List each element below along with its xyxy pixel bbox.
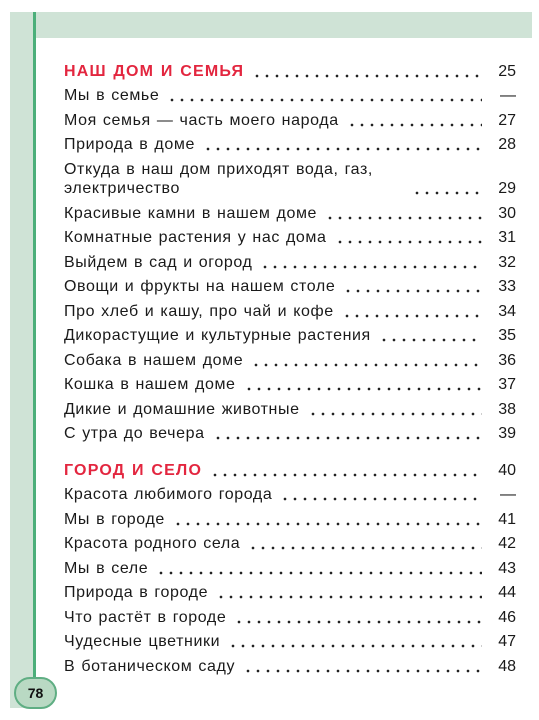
entry-title: Природа в городе bbox=[64, 584, 209, 601]
entry-title: Дикорастущие и культурные растения bbox=[64, 327, 371, 344]
page-number: 43 bbox=[498, 559, 516, 577]
toc-entry bbox=[64, 345, 516, 370]
dot-leader bbox=[228, 634, 482, 648]
dot-leader bbox=[343, 279, 482, 293]
entry-title: Красота родного села bbox=[64, 535, 241, 552]
table-of-contents bbox=[64, 56, 516, 676]
toc-entry bbox=[64, 296, 516, 321]
dot-leader bbox=[335, 230, 483, 244]
toc-entry bbox=[64, 504, 516, 529]
toc-entry bbox=[64, 602, 516, 627]
entry-title: Собака в нашем доме bbox=[64, 351, 244, 369]
dot-leader bbox=[216, 585, 482, 599]
entry-title: Выйдем в сад и огород bbox=[64, 253, 253, 271]
page-number: 36 bbox=[498, 351, 516, 369]
section-title: ГОРОД И СЕЛО bbox=[64, 461, 203, 479]
section-title: НАШ ДОМ И СЕМЬЯ bbox=[64, 62, 245, 80]
page-number: 41 bbox=[498, 510, 516, 528]
dot-leader bbox=[248, 536, 482, 550]
dot-leader bbox=[347, 113, 482, 127]
page-number: 31 bbox=[498, 229, 516, 246]
page-number: 39 bbox=[498, 425, 516, 442]
toc-entry bbox=[64, 81, 516, 106]
toc-entry bbox=[64, 370, 516, 395]
dot-leader bbox=[167, 88, 482, 102]
entry-title: Чудесные цветники bbox=[64, 633, 221, 650]
toc-entry bbox=[64, 223, 516, 248]
dot-leader bbox=[213, 426, 482, 440]
entry-title: Дикие и домашние животные bbox=[64, 400, 300, 418]
dot-leader bbox=[342, 304, 482, 318]
page-number: — bbox=[500, 486, 516, 503]
page-number-label: 78 bbox=[27, 685, 44, 701]
section-heading bbox=[64, 56, 516, 81]
entry-title: Кошка в нашем доме bbox=[64, 376, 236, 393]
dot-leader bbox=[210, 463, 482, 477]
margin-divider-line bbox=[33, 12, 36, 708]
page-number-badge bbox=[14, 677, 57, 709]
page-number: 46 bbox=[498, 608, 516, 626]
page-number: 34 bbox=[498, 302, 516, 320]
page-number: 32 bbox=[498, 253, 516, 271]
entry-title: Красота любимого города bbox=[64, 486, 273, 503]
toc-entry bbox=[64, 198, 516, 223]
entry-title: Что растёт в городе bbox=[64, 608, 227, 626]
dot-leader bbox=[203, 137, 482, 151]
entry-title: С утра до вечера bbox=[64, 425, 205, 442]
page-number: 25 bbox=[498, 62, 516, 80]
page-number: 47 bbox=[498, 633, 516, 650]
page-number: 37 bbox=[498, 376, 516, 393]
toc-entry bbox=[64, 272, 516, 297]
entry-title: Мы в городе bbox=[64, 510, 165, 528]
entry-title: Мы в селе bbox=[64, 559, 149, 577]
toc-entry bbox=[64, 480, 516, 505]
dot-leader bbox=[244, 377, 482, 391]
dot-leader bbox=[325, 206, 482, 220]
page-number: 38 bbox=[498, 400, 516, 418]
toc-entry bbox=[64, 321, 516, 346]
page-number: 44 bbox=[498, 584, 516, 601]
page-number: 29 bbox=[498, 180, 516, 197]
dot-leader bbox=[243, 659, 482, 673]
toc-entry bbox=[64, 553, 516, 578]
dot-leader bbox=[251, 353, 482, 367]
page-number: 30 bbox=[498, 204, 516, 222]
entry-title: Овощи и фрукты на нашем столе bbox=[64, 278, 336, 295]
dot-leader bbox=[234, 610, 482, 624]
toc-entry bbox=[64, 627, 516, 652]
entry-title: Красивые камни в нашем доме bbox=[64, 204, 318, 222]
toc-entry bbox=[64, 105, 516, 130]
section-gap bbox=[64, 443, 516, 455]
dot-leader bbox=[308, 402, 482, 416]
toc-entry bbox=[64, 247, 516, 272]
entry-title: Моя семья — часть моего народа bbox=[64, 111, 339, 129]
left-margin-band bbox=[10, 12, 33, 708]
page-number: 35 bbox=[498, 327, 516, 344]
toc-entry bbox=[64, 394, 516, 419]
section-heading bbox=[64, 455, 516, 480]
toc-entry bbox=[64, 154, 516, 198]
dot-leader bbox=[260, 255, 482, 269]
dot-leader bbox=[156, 561, 482, 575]
dot-leader bbox=[280, 487, 482, 501]
page-number: 27 bbox=[498, 111, 516, 129]
toc-entry bbox=[64, 419, 516, 444]
dot-leader bbox=[379, 328, 482, 342]
entry-title: Откуда в наш дом приходят вода, газ, электричество bbox=[64, 161, 373, 197]
page-number: — bbox=[500, 87, 516, 104]
page-number: 33 bbox=[498, 278, 516, 295]
dot-leader bbox=[252, 64, 482, 78]
page-number: 48 bbox=[498, 657, 516, 675]
top-decorative-band bbox=[10, 12, 532, 38]
page-number: 28 bbox=[498, 136, 516, 153]
page-number: 40 bbox=[498, 461, 516, 479]
entry-title: Природа в доме bbox=[64, 136, 195, 153]
entry-title: В ботаническом саду bbox=[64, 657, 236, 675]
toc-entry bbox=[64, 578, 516, 603]
dot-leader bbox=[412, 181, 482, 195]
entry-title: Про хлеб и кашу, про чай и кофе bbox=[64, 302, 334, 320]
entry-title: Комнатные растения у нас дома bbox=[64, 229, 327, 246]
page-number: 42 bbox=[498, 535, 516, 552]
toc-entry bbox=[64, 529, 516, 554]
toc-entry bbox=[64, 651, 516, 676]
toc-entry bbox=[64, 130, 516, 155]
entry-title: Мы в семье bbox=[64, 87, 160, 104]
dot-leader bbox=[173, 512, 482, 526]
